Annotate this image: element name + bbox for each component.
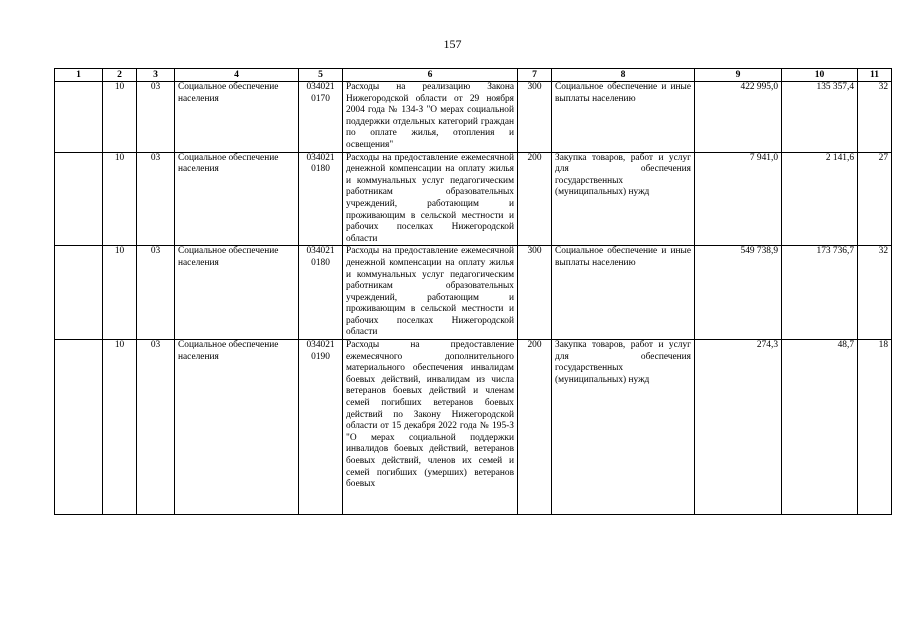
header-cell: 3 [137, 69, 175, 82]
cell-section: 10 [103, 152, 137, 246]
cell-section: 10 [103, 340, 137, 515]
cell-percent: 32 [858, 246, 892, 340]
cell-target-code: 034021 0180 [299, 152, 343, 246]
page-number: 157 [443, 37, 462, 51]
cell-expense-type-name: Социальное обеспечение и иные выплаты населению [552, 246, 695, 340]
cell-subsection-name: Социальное обеспечение населения [175, 246, 299, 340]
cell-percent: 32 [858, 82, 892, 153]
cell-target-code: 034021 0180 [299, 246, 343, 340]
cell-expense-type-name: Закупка товаров, работ и услуг для обеспечения государственных (муниципальных) нужд [552, 340, 695, 515]
cell-subsection: 03 [137, 340, 175, 515]
header-cell: 7 [518, 69, 552, 82]
cell-col1 [55, 246, 103, 340]
header-cell: 10 [782, 69, 858, 82]
cell-executed-amount: 2 141,6 [782, 152, 858, 246]
cell-description: Расходы на предоставление ежемесячного дополнительного материального обеспечения инвалидам боевых действий, инвалидам из числа ветеранов боевых действий и членам семей погибших ветеранов боевых действий по Закону Нижегородской области от 15 декабря 2022 года № 195-З "О мерах социальной поддержки инвалидов боевых действий, ветеранов боевых действий, членов их семей и семей погибших (умерших) ветеранов боевых [346, 340, 514, 490]
budget-table [54, 68, 892, 515]
table-row [55, 340, 892, 515]
cell-percent: 27 [858, 152, 892, 246]
cell-description: Расходы на предоставление ежемесячной денежной компенсации на оплату жилья и коммунальных услуг педагогическим работникам образовательных учреждений, работающим и проживающим в сельской местности и рабочих поселках Нижегородской области [343, 152, 518, 246]
cell-executed-amount: 48,7 [782, 340, 858, 515]
cell-description-wrap [343, 340, 518, 515]
header-row [55, 69, 892, 82]
cell-plan-amount: 422 995,0 [695, 82, 782, 153]
header-cell: 9 [695, 69, 782, 82]
cell-subsection-name: Социальное обеспечение населения [175, 82, 299, 153]
cell-expense-type: 300 [518, 82, 552, 153]
cell-col1 [55, 152, 103, 246]
cell-percent: 18 [858, 340, 892, 515]
cell-expense-type-name: Закупка товаров, работ и услуг для обеспечения государственных (муниципальных) нужд [552, 152, 695, 246]
cell-subsection-name: Социальное обеспечение населения [175, 340, 299, 515]
header-cell: 4 [175, 69, 299, 82]
cell-subsection: 03 [137, 246, 175, 340]
cell-expense-type: 200 [518, 152, 552, 246]
header-cell: 5 [299, 69, 343, 82]
cell-col1 [55, 340, 103, 515]
cell-plan-amount: 274,3 [695, 340, 782, 515]
cell-description: Расходы на предоставление ежемесячной денежной компенсации на оплату жилья и коммунальных услуг педагогическим работникам образовательных учреждений, работающим и проживающим в сельской местности и рабочих поселках Нижегородской области [343, 246, 518, 340]
table-row [55, 246, 892, 340]
header-cell: 2 [103, 69, 137, 82]
table-row [55, 82, 892, 153]
cell-subsection: 03 [137, 152, 175, 246]
header-cell: 6 [343, 69, 518, 82]
cell-executed-amount: 173 736,7 [782, 246, 858, 340]
cell-subsection: 03 [137, 82, 175, 153]
cell-section: 10 [103, 246, 137, 340]
cell-description: Расходы на реализацию Закона Нижегородской области от 29 ноября 2004 года № 134-З "О мерах социальной поддержки отдельных категорий граждан по оплате жилья, отопления и освещения" [343, 82, 518, 153]
cell-executed-amount: 135 357,4 [782, 82, 858, 153]
header-cell: 11 [858, 69, 892, 82]
cell-expense-type: 300 [518, 246, 552, 340]
cell-target-code: 034021 0190 [299, 340, 343, 515]
cell-target-code: 034021 0170 [299, 82, 343, 153]
table-row [55, 152, 892, 246]
cell-col1 [55, 82, 103, 153]
cell-plan-amount: 7 941,0 [695, 152, 782, 246]
header-cell: 1 [55, 69, 103, 82]
cell-subsection-name: Социальное обеспечение населения [175, 152, 299, 246]
cell-section: 10 [103, 82, 137, 153]
cell-expense-type: 200 [518, 340, 552, 515]
cell-plan-amount: 549 738,9 [695, 246, 782, 340]
cell-expense-type-name: Социальное обеспечение и иные выплаты населению [552, 82, 695, 153]
header-cell: 8 [552, 69, 695, 82]
